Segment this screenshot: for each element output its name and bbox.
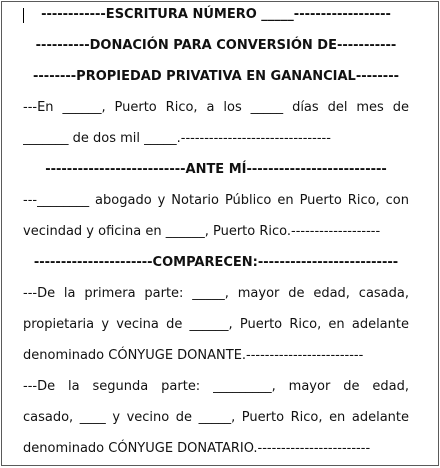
doc-line: ---En ______, Puerto Rico, a los _____ días del mes de [23, 100, 409, 115]
doc-line: denominado CÓNYUGE DONANTE.------------------------- [23, 348, 364, 363]
doc-line: --------------------------ANTE MÍ-------------------------- [45, 162, 387, 177]
doc-line: ----------------------COMPARECEN:-------------------------- [33, 255, 399, 270]
doc-line: ---De la primera parte: _____, mayor de edad, casada, [23, 286, 409, 301]
document-body[interactable] [23, 5, 409, 466]
doc-line: casado, ____ y vecino de _____, Puerto Rico, en adelante [23, 410, 409, 425]
doc-line: propietaria y vecina de ______, Puerto Rico, en adelante [23, 317, 409, 332]
doc-line: ------------ESCRITURA NÚMERO _____------------------ [41, 7, 391, 22]
doc-line: ----------DONACIÓN PARA CONVERSIÓN DE----------- [35, 38, 397, 53]
doc-line: denominado CÓNYUGE DONATARIO.------------------------ [23, 441, 371, 456]
doc-line: --------PROPIEDAD PRIVATIVA EN GANANCIAL-------- [33, 69, 399, 84]
doc-line: _______ de dos mil _____.-------------------------------- [23, 131, 331, 146]
document-page [1, 1, 439, 466]
doc-line: ---De la segunda parte: _________, mayor de edad, [23, 379, 409, 394]
doc-line: ---________ abogado y Notario Público en Puerto Rico, con [23, 193, 409, 208]
doc-line: vecindad y oficina en ______, Puerto Rico.------------------- [23, 224, 381, 239]
